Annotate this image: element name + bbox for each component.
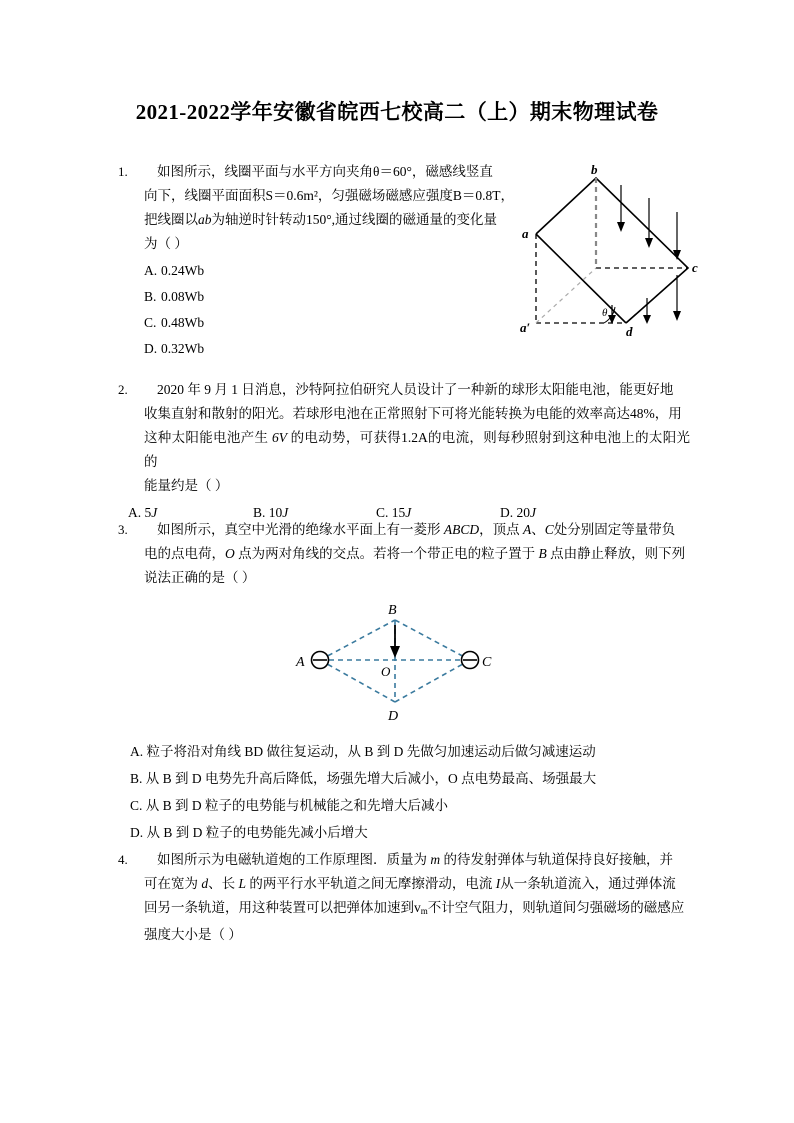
q4-mass-symbol: m: [430, 852, 441, 867]
option-B-letter: B.: [253, 505, 266, 520]
q3-vertex-a: A: [523, 522, 532, 537]
question-2-text: [144, 378, 690, 498]
svg-text:B: B: [388, 603, 397, 618]
q3-stem-line2c: 点由静止释放，则下列: [546, 546, 686, 561]
q1-stem-line2: 向下，线圈平面面积S＝0.6m²，匀强磁场磁感应强度B＝0.8T，: [144, 188, 515, 203]
svg-text:θ: θ: [602, 307, 608, 319]
q4-velocity-subscript: m: [420, 906, 428, 916]
q4-width-symbol: d: [201, 876, 209, 891]
question-2: [118, 378, 690, 526]
option-C-letter: C.: [376, 505, 389, 520]
q3-stem-p3: 、: [531, 522, 545, 537]
question-4-text: [144, 848, 690, 947]
question-4-number: 4.: [118, 852, 128, 867]
q4-stem-line2c: 的两平行水平轨道之间无摩擦滑动，电流: [246, 876, 496, 891]
option-D-letter: D.: [500, 505, 514, 520]
option-C-text: 0.48Wb: [161, 315, 205, 330]
q3-vertex-c: C: [544, 522, 554, 537]
option-B-letter: B.: [144, 289, 157, 304]
question-3-number: 3.: [118, 522, 128, 537]
option-C-unit: J: [405, 505, 412, 520]
q4-stem-line3a: 回另一条轨道，用这种装置可以把弹体加速到v: [144, 900, 421, 915]
q4-current-symbol: I: [495, 876, 501, 891]
option-B-unit: J: [282, 505, 289, 520]
svg-text:d: d: [626, 324, 633, 339]
q2-emf-value: 6V: [271, 430, 287, 445]
page-title: 2021-2022学年安徽省皖西七校高二（上）期末物理试卷: [135, 100, 659, 124]
q3-stem-p2: ，顶点: [479, 522, 523, 537]
q3-stem-line3: 说法正确的是（ ）: [144, 570, 256, 585]
q4-stem-line2b: 、长: [208, 876, 239, 891]
q1-stem-line4: 为（ ）: [144, 236, 188, 251]
option-D-letter: D.: [144, 341, 158, 356]
option-D-unit: J: [530, 505, 536, 520]
option-B[interactable]: B. 从 B 到 D 电势先升高后降低，场强先增大后减小，O 点电势最高、场强最大: [130, 771, 597, 786]
option-D[interactable]: D. 从 B 到 D 粒子的电势能先减小后增大: [130, 825, 368, 840]
q4-stem-line1a: 如图所示为电磁轨道炮的工作原理图．质量为: [157, 852, 431, 867]
q4-stem-line2d: 从一条轨道流入，通过弹体流: [500, 876, 676, 891]
svg-text:a′: a′: [520, 320, 531, 335]
option-A-letter: A.: [144, 263, 158, 278]
svg-text:O: O: [381, 664, 391, 679]
option-C[interactable]: C. 从 B 到 D 粒子的电势能与机械能之和先增大后减小: [130, 798, 449, 813]
svg-text:b: b: [591, 162, 598, 177]
q1-stem-line3b: 为轴逆时针转动150°,通过线圈的磁通量的变化量: [211, 212, 498, 227]
question-4: [118, 848, 690, 947]
q1-stem-line3a: 把线圈以: [144, 212, 198, 227]
q2-stem-line2: 收集直射和散射的阳光。若球形电池在正常照射下可将光能转换为电能的效率高达48%，用: [144, 406, 682, 421]
question-4-stem: [118, 848, 690, 947]
option-B-value: 10: [268, 505, 283, 520]
question-3-options: [118, 734, 690, 846]
q1-axis-label: ab: [198, 212, 212, 227]
q4-stem-line1b: 的待发射弹体与轨道保持良好接触，并: [440, 852, 673, 867]
option-D-text: 0.32Wb: [161, 341, 205, 356]
question-1-figure: [516, 160, 706, 350]
q3-vertex-b: B: [538, 546, 547, 561]
q2-stem-line3a: 这种太阳能电池产生: [144, 430, 272, 445]
option-D-value: 20: [516, 505, 530, 520]
option-A-letter: A.: [128, 505, 142, 520]
svg-text:D: D: [388, 709, 399, 723]
svg-text:c: c: [692, 260, 698, 275]
q3-rhombus-label: ABCD: [443, 522, 480, 537]
svg-text:a: a: [522, 226, 529, 241]
q2-stem-line3b: 的电动势，可获得1.2A的电流，则每秒照射到这种电池上的太阳光的: [144, 430, 691, 469]
q4-length-symbol: L: [238, 876, 247, 891]
option-A-value: 5: [144, 505, 152, 520]
option-C-letter: C.: [144, 315, 157, 330]
q4-stem-line2a: 可在宽为: [144, 876, 202, 891]
q1-stem-line1: 如图所示，线圈平面与水平方向夹角θ＝60°，磁感线竖直: [157, 164, 493, 179]
q2-stem-line1: 2020 年 9 月 1 日消息，沙特阿拉伯研究人员设计了一种新的球形太阳能电池，能更好地: [157, 382, 674, 397]
q3-center-o: O: [225, 546, 235, 561]
question-1-number: 1.: [118, 164, 128, 179]
q3-stem-p4: 处分别固定等量带负: [553, 522, 676, 537]
question-3: [118, 518, 690, 590]
svg-text:C: C: [482, 655, 492, 670]
q4-stem-line4: 强度大小是（ ）: [144, 927, 242, 942]
option-C-value: 15: [391, 505, 406, 520]
option-B-text: 0.08Wb: [161, 289, 205, 304]
q4-stem-line3b: 不计空气阻力，则轨道间匀强磁场的磁感应: [427, 900, 685, 915]
question-3-text: [144, 518, 690, 590]
question-3-stem: [118, 518, 690, 590]
q3-stem-line2a: 电的点电荷，: [144, 546, 225, 561]
question-2-number: 2.: [118, 382, 128, 397]
question-3-figure: [270, 598, 520, 728]
q3-stem-line2b: 点为两对角线的交点。若将一个带正电的粒子置于: [234, 546, 539, 561]
q3-stem-p1: 如图所示，真空中光滑的绝缘水平面上有一菱形: [157, 522, 444, 537]
svg-text:A: A: [296, 655, 305, 670]
option-A-text: 0.24Wb: [161, 263, 205, 278]
question-2-stem: [118, 378, 690, 498]
option-A-unit: J: [151, 505, 158, 520]
option-A[interactable]: A. 粒子将沿对角线 BD 做往复运动，从 B 到 D 先做匀加速运动后做匀减速运动: [130, 744, 596, 759]
q2-stem-line4: 能量约是（ ）: [144, 478, 229, 493]
